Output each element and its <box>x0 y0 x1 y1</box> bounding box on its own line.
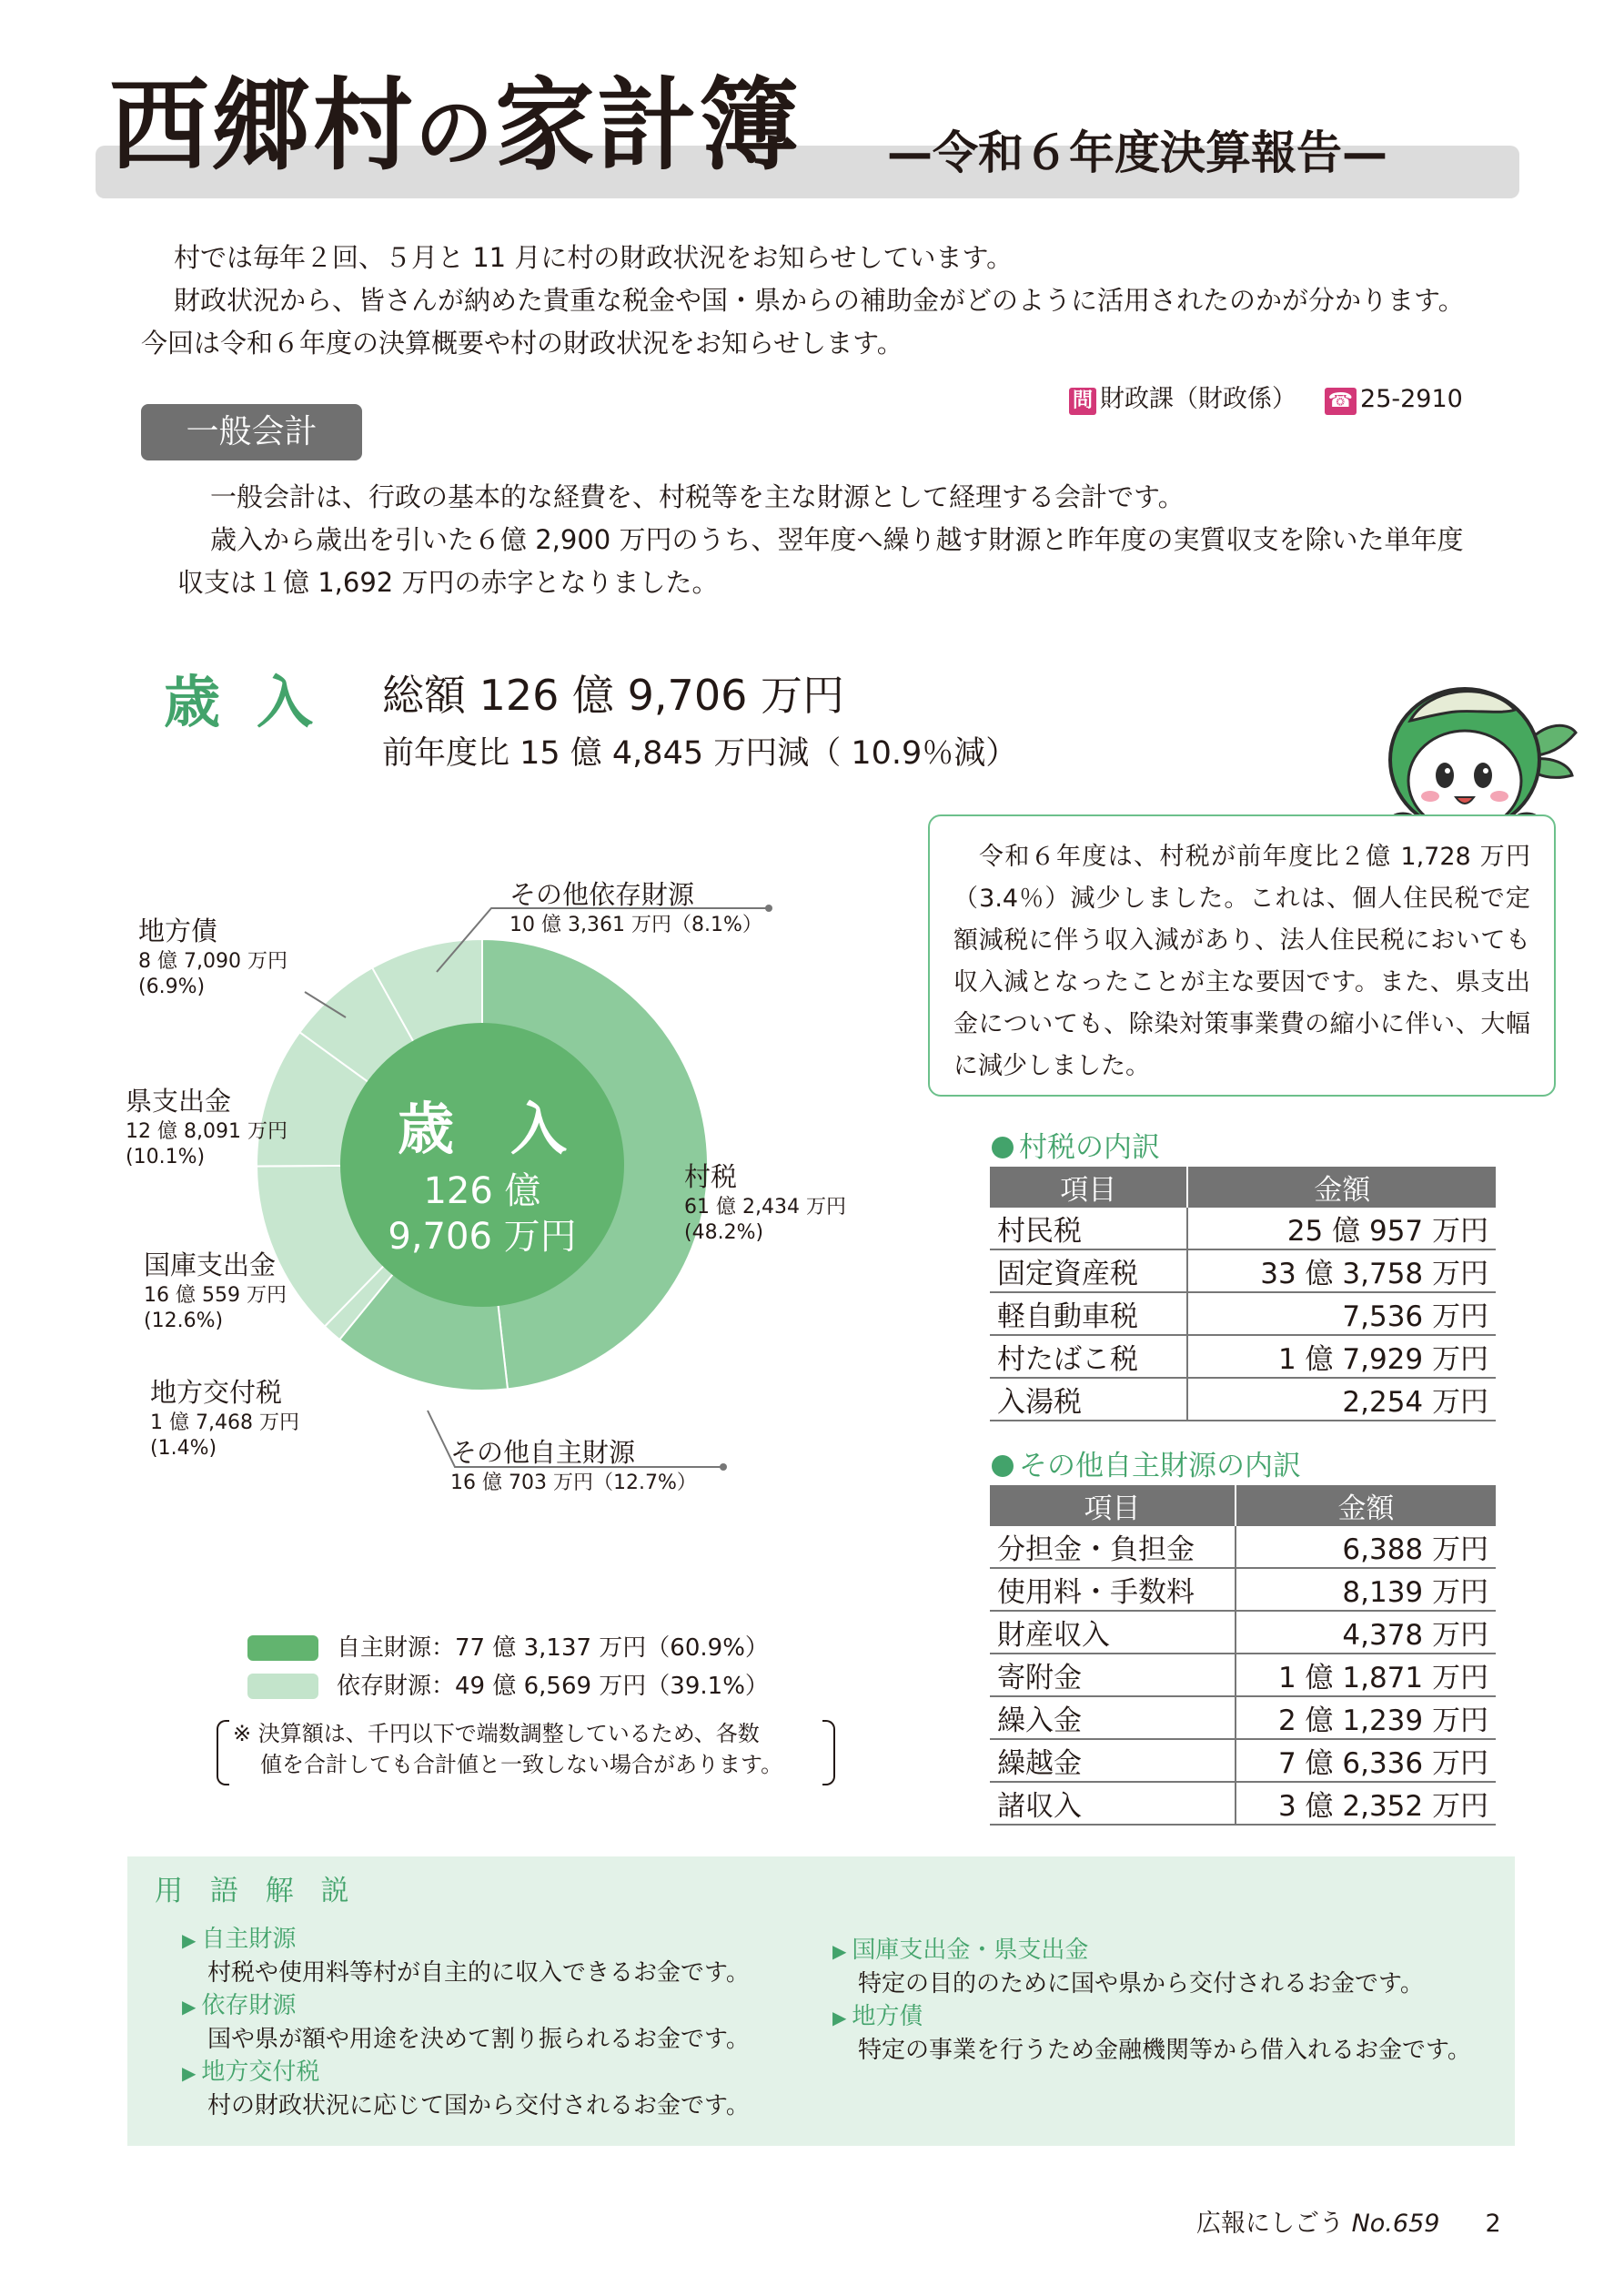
glossary-item <box>182 1920 750 1988</box>
glossary-item <box>832 1998 1471 2065</box>
glossary-box <box>127 1856 1515 2146</box>
label-amount: 10 億 3,361 万円 <box>509 913 671 936</box>
footnote-line-1: ※ 決算額は、千円以下で端数調整しているため、各数 <box>233 1721 760 1746</box>
label-percent: (6.9%) <box>138 976 206 999</box>
label-percent: （8.1%） <box>671 913 762 936</box>
intro-line-2: 財政状況から、皆さんが納めた貴重な税金や国・県からの補助金がどのように活用されたのかが分かります。今回は令和６年度の決算概要や村の財政状況をお知らせします。 <box>141 285 1465 359</box>
issue-number: No.659 <box>1351 2210 1440 2238</box>
label-local-bond <box>138 915 287 1001</box>
label-prefecture <box>126 1085 287 1171</box>
item-cell: 財産収入 <box>990 1611 1236 1654</box>
label-percent: （12.7%） <box>592 1471 697 1494</box>
page-footer <box>1196 2203 1501 2239</box>
triangle-icon: ▶ <box>182 1996 197 2018</box>
glossary-def: 村税や使用料等村が自主的に収入できるお金です。 <box>207 1959 750 1987</box>
glossary-term: 自主財源 <box>201 1926 297 1953</box>
glossary-def: 村の財政状況に応じて国から交付されるお金です。 <box>207 2092 750 2119</box>
glossary-term: 国庫支出金・県支出金 <box>852 1937 1089 1964</box>
contact-dept: 財政課（財政係） <box>1100 385 1297 413</box>
bullet-icon <box>992 1137 1014 1158</box>
amount-cell: 7,536 万円 <box>1187 1292 1496 1335</box>
bullet-icon <box>992 1455 1014 1477</box>
item-cell: 固定資産税 <box>990 1249 1187 1292</box>
table-row <box>990 1696 1496 1739</box>
item-cell: 村たばこ税 <box>990 1335 1187 1378</box>
village-tax-table-title <box>992 1124 1160 1165</box>
table-row <box>990 1292 1496 1335</box>
amount-cell: 6,388 万円 <box>1236 1526 1496 1568</box>
label-name: 地方債 <box>138 915 218 946</box>
item-cell: 入湯税 <box>990 1378 1187 1421</box>
amount-cell: 25 億 957 万円 <box>1187 1208 1496 1249</box>
phone-icon: ☎ <box>1325 388 1357 415</box>
bracket-left <box>217 1720 229 1785</box>
other-own-table <box>990 1485 1496 1826</box>
chart-center-amount-2: 9,706 万円 <box>388 1216 577 1258</box>
table-header: 項目 <box>990 1485 1236 1526</box>
table-row <box>990 1568 1496 1611</box>
revenue-change: 前年度比 15 億 4,845 万円減（ 10.9％減） <box>382 735 1018 772</box>
title-part-1: 西郷村 <box>109 67 415 184</box>
label-other-dependent <box>509 878 762 938</box>
amount-cell: 7 億 6,336 万円 <box>1236 1739 1496 1782</box>
item-cell: 繰入金 <box>990 1696 1236 1739</box>
glossary-def: 特定の目的のために国や県から交付されるお金です。 <box>858 1970 1424 1998</box>
chart-legend <box>247 1629 769 1705</box>
legend-item <box>247 1667 769 1705</box>
table-row <box>990 1526 1496 1568</box>
glossary-item <box>182 1987 750 2054</box>
other-own-title-text: その他自主財源の内訳 <box>1019 1450 1301 1482</box>
legend-swatch <box>247 1674 318 1699</box>
bracket-right <box>822 1720 835 1785</box>
label-name: その他依存財源 <box>509 879 695 910</box>
item-cell: 諸収入 <box>990 1782 1236 1825</box>
label-amount: 61 億 2,434 万円 <box>684 1195 846 1219</box>
page-subtitle: —令和６年度決算報告— <box>887 126 1387 179</box>
table-row <box>990 1611 1496 1654</box>
glossary-title: 用 語 解 説 <box>155 1875 358 1907</box>
table-row <box>990 1208 1496 1249</box>
table-header: 項目 <box>990 1167 1187 1208</box>
page-number: 2 <box>1485 2210 1501 2238</box>
triangle-icon: ▶ <box>832 2007 847 2028</box>
legend-item <box>247 1629 769 1667</box>
chart-center-title: 歳 入 <box>397 1096 568 1162</box>
label-name: 地方交付税 <box>150 1377 283 1408</box>
table-row <box>990 1335 1496 1378</box>
item-cell: 使用料・手数料 <box>990 1568 1236 1611</box>
label-other-own <box>450 1436 697 1496</box>
glossary-term: 地方交付税 <box>201 2058 320 2086</box>
village-tax-title-text: 村税の内訳 <box>1019 1131 1160 1164</box>
glossary-item <box>182 2053 750 2120</box>
item-cell: 軽自動車税 <box>990 1292 1187 1335</box>
label-name: 県支出金 <box>126 1086 232 1117</box>
title-part-3: 家計簿 <box>495 67 801 184</box>
item-cell: 寄附金 <box>990 1654 1236 1696</box>
triangle-icon: ▶ <box>182 1929 197 1951</box>
triangle-icon: ▶ <box>182 2062 197 2084</box>
amount-cell: 1 億 7,929 万円 <box>1187 1335 1496 1378</box>
footnote-line-2: 値を合計しても合計値と一致しない場合があります。 <box>260 1752 783 1777</box>
label-amount: 12 億 8,091 万円 <box>126 1119 287 1143</box>
label-amount: 8 億 7,090 万円 <box>138 949 287 973</box>
item-cell: 村民税 <box>990 1208 1187 1249</box>
table-row <box>990 1782 1496 1825</box>
amount-cell: 4,378 万円 <box>1236 1611 1496 1654</box>
label-name: 村税 <box>684 1161 738 1192</box>
amount-cell: 33 億 3,758 万円 <box>1187 1249 1496 1292</box>
label-percent: (10.1%) <box>126 1146 206 1169</box>
other-own-table-title <box>992 1442 1301 1483</box>
label-amount: 1 億 7,468 万円 <box>150 1411 299 1434</box>
amount-cell: 1 億 1,871 万円 <box>1236 1654 1496 1696</box>
chart-center-amount-1: 126 億 <box>423 1170 541 1212</box>
table-header: 金額 <box>1236 1485 1496 1526</box>
amount-cell: 2,254 万円 <box>1187 1378 1496 1421</box>
intro-line-1: 村では毎年２回、５月と 11 月に村の財政状況をお知らせしています。 <box>174 242 1014 273</box>
glossary-term: 地方債 <box>852 2003 923 2030</box>
revenue-note-text: 令和６年度は、村税が前年度比２億 1,728 万円（3.4％）減少しました。これは、個人住民税で定額減税に伴う収入減があり、法人住民税においても収入減となったことが主な要因です。また、県支出金についても、除染対策事業費の縮小に伴い、大幅に減少しました。 <box>953 843 1530 1080</box>
table-row <box>990 1739 1496 1782</box>
glossary-term: 依存財源 <box>201 1992 297 2019</box>
table-row <box>990 1378 1496 1421</box>
section-tag: 一般会計 <box>141 404 362 460</box>
triangle-icon: ▶ <box>832 1940 847 1962</box>
amount-cell: 2 億 1,239 万円 <box>1236 1696 1496 1739</box>
question-icon: 問 <box>1069 388 1096 415</box>
contact-tel: 25-2910 <box>1360 385 1463 413</box>
legend-swatch <box>247 1635 318 1661</box>
glossary-item <box>832 1931 1424 1998</box>
label-village-tax <box>684 1160 846 1247</box>
label-name: その他自主財源 <box>450 1437 636 1468</box>
item-cell: 分担金・負担金 <box>990 1526 1236 1568</box>
glossary-def: 国や県が額や用途を決めて割り振られるお金です。 <box>207 2026 750 2053</box>
table-row <box>990 1654 1496 1696</box>
amount-cell: 8,139 万円 <box>1236 1568 1496 1611</box>
general-desc-line-2: 歳入から歳出を引いた６億 2,900 万円のうち、翌年度へ繰り越す財源と昨年度の実質収支を除いた単年度収支は１億 1,692 万円の赤字となりました。 <box>177 524 1464 598</box>
revenue-total: 総額 126 億 9,706 万円 <box>382 671 844 720</box>
table-header: 金額 <box>1187 1167 1496 1208</box>
label-name: 国庫支出金 <box>144 1249 277 1280</box>
revenue-heading: 歳入 <box>164 669 350 735</box>
village-tax-table <box>990 1167 1496 1421</box>
amount-cell: 3 億 2,352 万円 <box>1236 1782 1496 1825</box>
glossary-def: 特定の事業を行うため金融機関等から借入れるお金です。 <box>858 2037 1471 2064</box>
magazine-name: 広報にしごう <box>1196 2210 1344 2238</box>
label-percent: (48.2%) <box>684 1221 764 1245</box>
table-row <box>990 1249 1496 1292</box>
label-national <box>144 1249 287 1335</box>
item-cell: 繰越金 <box>990 1739 1236 1782</box>
legend-label: 自主財源：77 億 3,137 万円（60.9%） <box>337 1634 769 1662</box>
label-local-allocation <box>150 1376 299 1462</box>
legend-label: 依存財源：49 億 6,569 万円（39.1%） <box>337 1673 769 1700</box>
footnote <box>217 1718 835 1784</box>
label-amount: 16 億 703 万円 <box>450 1471 593 1494</box>
label-amount: 16 億 559 万円 <box>144 1283 287 1307</box>
title-part-2: の <box>415 88 495 179</box>
label-percent: (12.6%) <box>144 1310 224 1333</box>
label-percent: (1.4%) <box>150 1437 217 1461</box>
general-desc-line-1: 一般会計は、行政の基本的な経費を、村税等を主な財源として経理する会計です。 <box>210 481 1185 512</box>
